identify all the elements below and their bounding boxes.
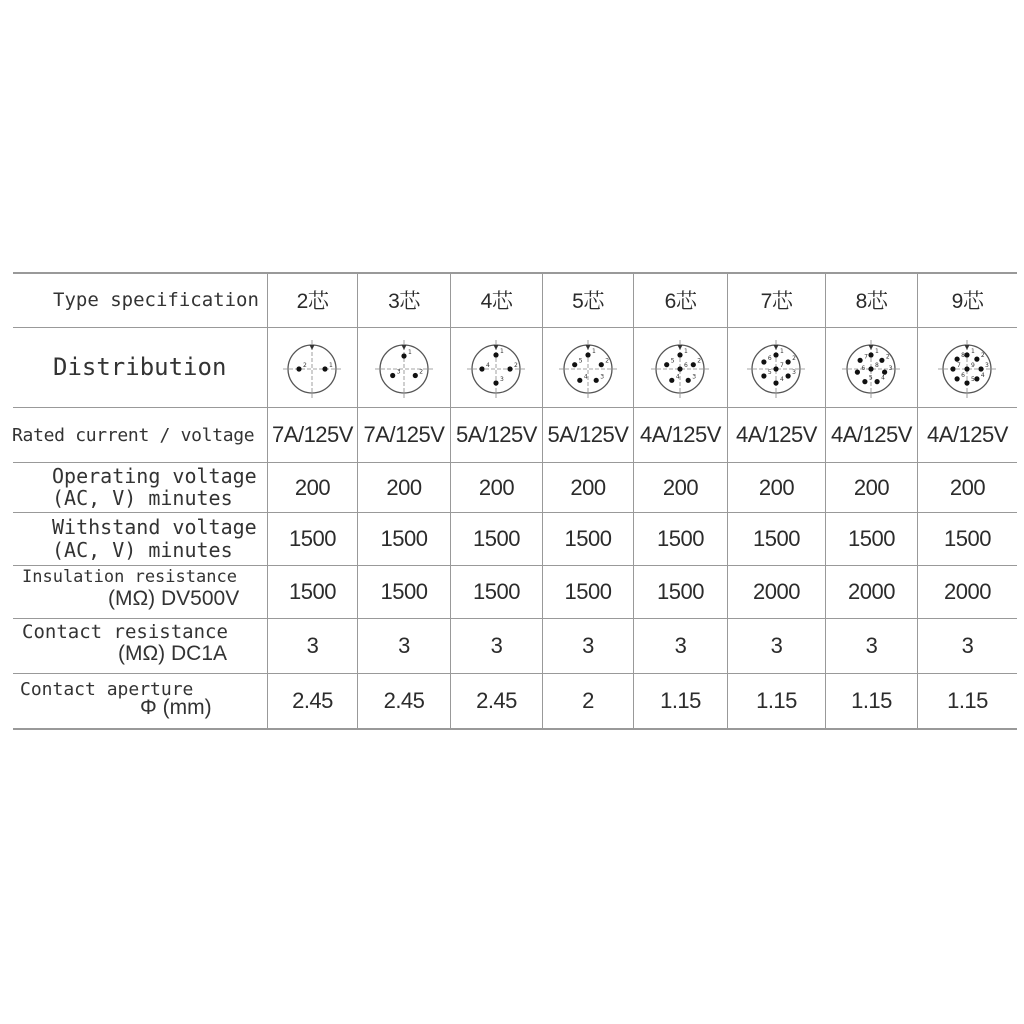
types-cell: 3芯 — [388, 290, 420, 313]
pin-contact — [978, 366, 983, 371]
pin-distribution-diagram-8pin — [840, 338, 902, 400]
label-aperture-line2: Φ (mm) — [140, 696, 212, 719]
pin-number: 6 — [767, 354, 772, 362]
pin-contact — [858, 357, 863, 362]
pin-number: 5 — [868, 374, 873, 382]
key-notch — [678, 345, 683, 350]
pin-contact — [585, 352, 590, 357]
rated-cell: 4A/125V — [640, 422, 721, 447]
withstand-cell: 1500 — [473, 526, 520, 551]
pin-contact — [493, 380, 498, 385]
contact-cell: 3 — [674, 633, 687, 658]
types-cell: 4芯 — [480, 290, 513, 313]
insulation-cell: 2000 — [944, 579, 991, 604]
aperture-cell: 1.15 — [947, 688, 988, 713]
pin-contact — [598, 362, 603, 367]
pin-number: 1 — [500, 347, 504, 355]
label-withstand-line2: (AC, V) minutes — [52, 538, 233, 562]
insulation-cell: 1500 — [473, 579, 520, 604]
pin-contact — [955, 356, 960, 361]
contact-cell: 3 — [770, 633, 783, 658]
pin-number: 5 — [767, 368, 772, 376]
pin-contact — [664, 362, 669, 367]
pin-number: 8 — [961, 351, 965, 359]
pin-number: 3 — [692, 372, 697, 380]
withstand-cell: 1500 — [944, 526, 991, 551]
table-rule-bottom — [13, 728, 1017, 730]
pin-contact — [401, 353, 406, 358]
rated-cell: 5A/125V — [547, 422, 629, 447]
label-operating-line1: Operating voltage — [52, 464, 257, 488]
pin-number: 2 — [514, 361, 518, 369]
pin-contact — [786, 373, 791, 378]
pin-number: 1 — [971, 347, 975, 355]
pin-number: 4 — [486, 361, 490, 369]
rated-cell: 7A/125V — [272, 422, 353, 447]
insulation-cell: 1500 — [564, 579, 612, 604]
label-contact-resistance-line1: Contact resistance — [22, 621, 228, 643]
aperture-cell: 2 — [582, 688, 594, 713]
pin-contact — [577, 377, 582, 382]
pin-number: 1 — [684, 347, 688, 355]
pin-number: 2 — [697, 357, 702, 365]
key-notch — [585, 345, 590, 350]
pin-number: 2 — [303, 361, 307, 369]
contact-cell: 3 — [306, 633, 319, 658]
rated-cell: 4A/125V — [736, 422, 817, 447]
pin-number: 8 — [875, 361, 879, 369]
pin-contact — [855, 369, 860, 374]
pin-number: 1 — [591, 347, 596, 355]
pin-number: 3 — [792, 368, 796, 376]
pin-contact — [669, 377, 674, 382]
insulation-cell: 1500 — [289, 579, 336, 604]
aperture-cell: 1.15 — [851, 688, 892, 713]
label-distribution: Distribution — [53, 353, 227, 381]
pin-number: 5 — [578, 357, 583, 365]
label-withstand-line1: Withstand voltage — [52, 515, 257, 539]
operating-cell: 200 — [294, 474, 331, 500]
pin-distribution-diagram-5pin — [557, 338, 619, 400]
pin-number: 2 — [418, 368, 423, 375]
withstand-cell: 1500 — [380, 526, 428, 551]
pin-number: 4 — [881, 374, 885, 382]
pin-contact — [875, 379, 880, 384]
operating-cell: 200 — [570, 474, 606, 500]
aperture-cell: 2.45 — [476, 688, 517, 713]
pin-contact — [974, 356, 979, 361]
label-type-specification: Type specification — [53, 289, 259, 311]
pin-distribution-diagram-9pin — [936, 338, 998, 400]
pin-number: 6 — [861, 364, 866, 372]
label-operating-line2: (AC, V) minutes — [52, 486, 233, 510]
withstand-cell: 1500 — [564, 526, 612, 551]
rated-cell: 5A/125V — [456, 422, 537, 447]
pin-number: 3 — [985, 361, 989, 369]
pin-contact — [761, 373, 766, 378]
aperture-cell: 1.15 — [756, 688, 797, 713]
pin-number: 7 — [780, 361, 784, 369]
pin-contact — [964, 352, 969, 357]
pin-contact — [677, 352, 682, 357]
pin-number: 6 — [961, 371, 965, 379]
pin-contact — [879, 357, 884, 362]
pin-contact — [868, 366, 873, 371]
contact-cell: 3 — [961, 633, 974, 658]
pin-distribution-diagram-7pin — [745, 338, 807, 400]
types-cell: 8芯 — [855, 290, 888, 313]
types-cell: 5芯 — [572, 290, 604, 313]
pin-number: 2 — [885, 352, 890, 360]
insulation-cell: 2000 — [753, 579, 800, 604]
key-notch — [310, 345, 315, 350]
pin-contact — [950, 366, 955, 371]
types-cell: 2芯 — [296, 290, 329, 313]
pin-contact — [691, 362, 696, 367]
aperture-cell: 1.15 — [660, 688, 701, 713]
contact-cell: 3 — [865, 633, 878, 658]
pin-number: 2 — [980, 351, 985, 359]
pin-contact — [296, 366, 301, 371]
pin-number: 7 — [957, 361, 961, 369]
pin-number: 4 — [780, 375, 784, 383]
pin-distribution-diagram-2pin — [281, 338, 343, 400]
operating-cell: 200 — [949, 474, 986, 500]
pin-contact — [572, 362, 577, 367]
pin-distribution-diagram-3pin — [373, 338, 435, 400]
pin-number: 2 — [604, 357, 609, 365]
label-aperture-line1: Contact aperture — [20, 679, 194, 700]
pin-distribution-diagram-4pin — [465, 338, 527, 400]
pin-contact — [593, 377, 598, 382]
key-notch — [965, 345, 970, 350]
label-insulation-line2: (MΩ) DV500V — [108, 587, 240, 610]
insulation-cell: 1500 — [657, 579, 704, 604]
pin-contact — [412, 372, 417, 377]
pin-contact — [322, 366, 327, 371]
pin-contact — [964, 380, 969, 385]
pin-contact — [761, 359, 766, 364]
key-notch — [774, 345, 779, 350]
pin-number: 5 — [670, 357, 675, 365]
pin-number: 1 — [875, 347, 879, 355]
label-insulation-line1: Insulation resistance — [22, 567, 237, 587]
operating-cell: 200 — [662, 474, 699, 500]
pin-number: 3 — [500, 375, 504, 383]
withstand-cell: 1500 — [753, 526, 800, 551]
types-cell: 9芯 — [951, 290, 984, 313]
operating-cell: 200 — [478, 474, 515, 500]
pin-contact — [479, 366, 484, 371]
aperture-cell: 2.45 — [383, 688, 425, 713]
insulation-cell: 2000 — [848, 579, 895, 604]
pin-contact — [786, 359, 791, 364]
pin-contact — [773, 366, 778, 371]
contact-cell: 3 — [398, 633, 410, 658]
types-cell: 7芯 — [760, 290, 793, 313]
pin-contact — [955, 376, 960, 381]
pin-number: 7 — [864, 352, 868, 360]
key-notch — [494, 345, 499, 350]
label-contact-resistance-line2: (MΩ) DC1A — [118, 642, 228, 665]
pin-distribution-diagram-6pin — [649, 338, 711, 400]
contact-cell: 3 — [490, 633, 503, 658]
pin-contact — [493, 352, 498, 357]
pin-number: 1 — [780, 347, 784, 355]
operating-cell: 200 — [758, 474, 795, 500]
rated-cell: 4A/125V — [927, 422, 1008, 447]
key-notch — [869, 345, 874, 350]
types-cell: 6芯 — [664, 290, 697, 313]
operating-cell: 200 — [386, 474, 422, 500]
pin-number: 4 — [980, 371, 985, 379]
table-rule — [13, 327, 1017, 328]
withstand-cell: 1500 — [289, 526, 336, 551]
insulation-cell: 1500 — [380, 579, 428, 604]
pin-number: 1 — [407, 348, 412, 356]
withstand-cell: 1500 — [848, 526, 895, 551]
aperture-cell: 2.45 — [292, 688, 333, 713]
pin-contact — [974, 376, 979, 381]
pin-number: 5 — [971, 375, 975, 383]
pin-number: 3 — [396, 368, 401, 375]
pin-contact — [677, 366, 682, 371]
pin-contact — [773, 380, 778, 385]
pin-number: 4 — [583, 372, 588, 380]
rated-cell: 7A/125V — [363, 422, 445, 447]
pin-number: 2 — [792, 354, 796, 362]
pin-contact — [686, 377, 691, 382]
pin-contact — [390, 372, 395, 377]
rated-cell: 4A/125V — [831, 422, 912, 447]
pin-number: 6 — [684, 361, 688, 369]
pin-contact — [964, 366, 969, 371]
label-rated: Rated current / voltage — [12, 425, 255, 446]
key-notch — [401, 345, 406, 350]
pin-number: 9 — [971, 361, 975, 369]
pin-contact — [773, 352, 778, 357]
pin-contact — [862, 379, 867, 384]
contact-cell: 3 — [582, 633, 594, 658]
pin-contact — [868, 352, 873, 357]
pin-number: 4 — [675, 372, 680, 380]
pin-number: 1 — [329, 361, 333, 369]
pin-number: 3 — [599, 372, 604, 380]
withstand-cell: 1500 — [657, 526, 704, 551]
pin-number: 3 — [888, 364, 893, 372]
pin-contact — [507, 366, 512, 371]
operating-cell: 200 — [853, 474, 890, 500]
